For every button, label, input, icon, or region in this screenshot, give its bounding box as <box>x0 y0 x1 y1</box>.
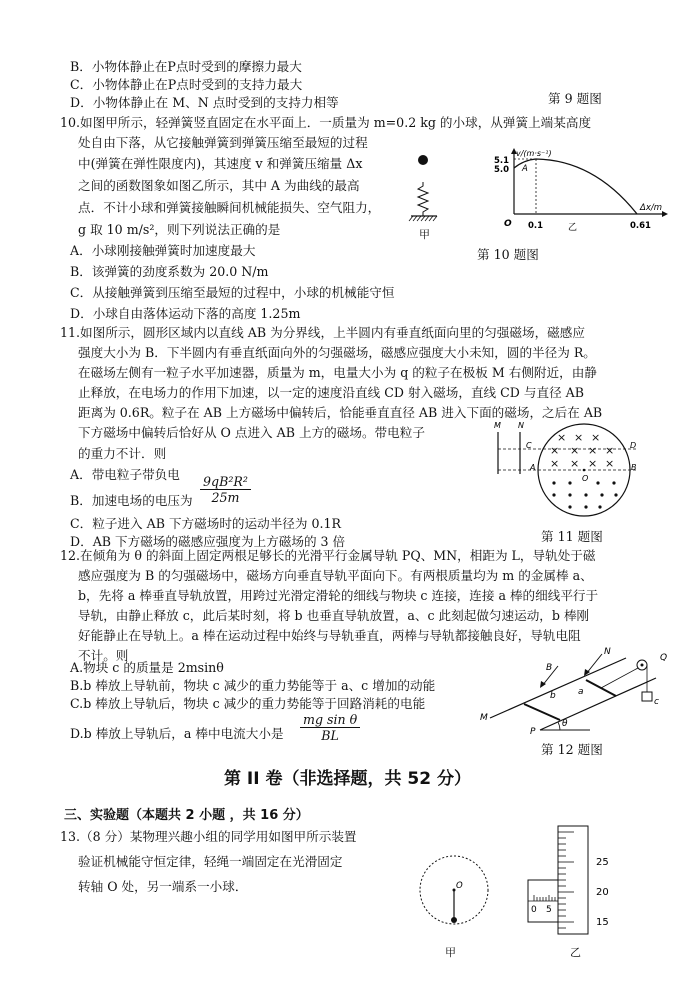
q13-micrometer-figure <box>520 820 630 940</box>
label-b-field: B <box>546 663 553 673</box>
q12-option-b: B.b 棒放上导轨前，物块 c 减少的重力势能等于 a、c 增加的动能 <box>70 678 436 693</box>
svg-text:×: × <box>550 444 560 457</box>
q11-line-1: 11.如图所示，圆形区域内以直线 AB 为分界线，上半圆内有垂直纸面向里的匀强磁场，磁感应 <box>60 325 585 340</box>
part2-title: 第 II 卷（非选择题，共 52 分） <box>224 769 471 789</box>
q9-option-b: B．小物体静止在P点时受到的摩擦力最大 <box>70 59 302 74</box>
point-d-label: D <box>630 441 637 450</box>
sleeve-label-5: 5 <box>546 905 552 915</box>
q10-line-6: g 取 10 m/s²，则下列说法正确的是 <box>78 222 281 237</box>
q10-line-4: 之间的函数图象如图乙所示，其中 A 为曲线的最高 <box>78 178 360 193</box>
q11-line-4: 止释放，在电场力的作用下加速，以一定的速度沿直线 CD 射入磁场，直线 CD 与直径 AB <box>78 385 585 400</box>
block-c <box>642 692 652 701</box>
graph-tick-0.1: 0.1 <box>528 221 544 231</box>
q12-option-d-prefix: D.b 棒放上导轨后，a 棒中电流大小是 <box>70 726 284 741</box>
thimble-ticks <box>558 832 574 928</box>
graph-tick-0.61: 0.61 <box>630 221 651 231</box>
q13-line-3: 转轴 O 处，另一端系一小球． <box>78 879 248 894</box>
plate-n-label: N <box>518 421 524 430</box>
q12-line-2: 感应强度为 B 的匀强磁场中，磁场方向垂直导轨平面向下。有两根质量均为 m 的金属棒 a、 <box>78 568 593 583</box>
fraction-denominator: 25m <box>211 490 240 505</box>
q11-line-5: 距离为 0.6R。粒子在 AB 上方磁场中偏转后，恰能垂直直径 AB 进入下面的磁场，之后在 AB <box>78 405 603 420</box>
graph-point-a: A <box>522 164 528 174</box>
q9-figure-caption: 第 9 题图 <box>548 91 602 106</box>
graph-tick-5.0: 5.0 <box>494 165 510 175</box>
plate-m-label: M <box>494 421 501 430</box>
svg-text:×: × <box>550 457 560 470</box>
svg-text:×: × <box>605 444 615 457</box>
q10-figure-caption: 第 10 题图 <box>477 247 539 262</box>
q12-line-5: 好能静止在导轨上。a 棒在运动过程中始终与导轨垂直，两棒与导轨都接触良好，导轨电阻 <box>78 628 581 643</box>
angle-theta-label: θ <box>562 719 568 729</box>
svg-text:×: × <box>591 431 601 444</box>
q10-fig-jia-label: 甲 <box>419 228 430 241</box>
thimble-label-15: 15 <box>596 917 609 928</box>
spring-icon <box>418 182 428 216</box>
fraction-numerator: 9qB²R² <box>200 474 251 490</box>
q10-line-1: 10.如图甲所示，轻弹簧竖直固定在水平面上．一质量为 m=0.2 kg 的小球，从弹簧上端某高度 <box>60 115 592 130</box>
svg-text:×: × <box>588 457 598 470</box>
q13-fig-jia-label: 甲 <box>445 946 456 959</box>
thimble-label-20: 20 <box>596 887 609 898</box>
graph-x-label: Δx/m <box>640 203 662 213</box>
graph-origin: O <box>504 219 512 229</box>
point-a-label: A <box>530 463 536 472</box>
center-o-label: O <box>582 474 589 483</box>
fraction-denominator: BL <box>321 728 339 743</box>
q11-magnetic-field-figure <box>490 418 640 524</box>
q9-option-d: D．小物体静止在 M、N 点时受到的支持力相等 <box>70 95 339 110</box>
q11-option-c: C．粒子进入 AB 下方磁场时的运动半径为 0.1R <box>70 516 342 531</box>
ball-icon <box>418 155 428 165</box>
q12-figure-caption: 第 12 题图 <box>541 742 603 757</box>
q11-line-2: 强度大小为 B．下半圆内有垂直纸面向外的匀强磁场，磁感应强度大小未知，圆的半径为 R。 <box>78 345 596 360</box>
label-rod-b: b <box>550 691 556 701</box>
q12-option-c: C.b 棒放上导轨后，物块 c 减少的重力势能等于回路消耗的电能 <box>70 696 426 711</box>
q12-line-6: 不计。则 <box>78 648 129 663</box>
velocity-curve <box>514 159 637 214</box>
svg-text:×: × <box>557 431 567 444</box>
q12-line-1: 12.在倾角为 θ 的斜面上固定两根足够长的光滑平行金属导轨 PQ、MN，相距为 L，导轨处于磁 <box>60 548 596 563</box>
q11-line-7: 的重力不计．则 <box>78 446 167 461</box>
q11-option-a: A．带电粒子带负电 <box>70 467 180 482</box>
svg-text:×: × <box>588 444 598 457</box>
q12-line-4: 导轨，由静止释放 c，此后某时刻，将 b 也垂直导轨放置，a、c 此刻起做匀速运动，b 棒刚 <box>78 608 590 623</box>
graph-fig-yi-label: 乙 <box>568 223 578 233</box>
string-a <box>601 668 638 688</box>
q12-line-3: b，先将 a 棒垂直导轨放置，用跨过光滑定滑轮的细线与物块 c 连接，连接 a 棒的细线平行于 <box>78 588 599 603</box>
q13-pendulum-figure <box>416 850 492 940</box>
q11-line-3: 在磁场左侧有一粒子水平加速器，质量为 m，电量大小为 q 的粒子在极板 M 右侧附近，由静 <box>78 365 597 380</box>
fraction-numerator: mg sin θ <box>300 712 360 728</box>
point-c-label: C <box>526 441 532 450</box>
ball-icon <box>451 917 457 923</box>
q10-option-a: A．小球刚接触弹簧时加速度最大 <box>70 243 256 258</box>
field-into-page-crosses <box>550 431 614 470</box>
q12-option-d-fraction <box>300 712 360 743</box>
rail-mn <box>490 658 626 718</box>
svg-text:×: × <box>570 444 580 457</box>
q11-option-d: D．AB 下方磁场的磁感应强度为上方磁场的 3 倍 <box>70 534 346 549</box>
label-q: Q <box>660 653 668 663</box>
q11-figure-caption: 第 11 题图 <box>541 529 603 544</box>
q10-option-d: D．小球自由落体运动下落的高度 1.25m <box>70 306 301 321</box>
q13-fig-yi-label: 乙 <box>570 946 581 959</box>
q10-line-5: 点．不计小球和弹簧接触瞬间机械能损失、空气阻力， <box>78 200 381 215</box>
label-n: N <box>604 647 611 657</box>
q10-option-b: B．该弹簧的劲度系数为 20.0 N/m <box>70 264 269 279</box>
label-m: M <box>480 713 488 723</box>
sleeve-ticks <box>534 895 555 901</box>
pivot-o-label: O <box>456 881 463 891</box>
graph-y-label: v/(m·s⁻¹) <box>516 149 552 158</box>
q11-option-b-fraction <box>200 474 251 505</box>
svg-text:×: × <box>570 457 580 470</box>
rod-b <box>524 704 560 720</box>
q9-option-c: C．小物体静止在P点时受到的支持力最大 <box>70 77 303 92</box>
q10-line-2: 处自由下落，从它接触弹簧到弹簧压缩至最短的过程 <box>78 135 368 150</box>
label-p: P <box>530 727 536 736</box>
svg-text:×: × <box>574 431 584 444</box>
q13-line-1: 13.（8 分）某物理兴趣小组的同学用如图甲所示装置 <box>60 829 357 844</box>
q13-line-2: 验证机械能守恒定律，轻绳一端固定在光滑固定 <box>78 854 343 869</box>
label-rod-a: a <box>578 687 584 697</box>
graph-tick-5.1: 5.1 <box>494 156 510 166</box>
q10-line-3: 中(弹簧在弹性限度内)，其速度 v 和弹簧压缩量 Δx <box>78 156 363 171</box>
q12-incline-rails-figure <box>478 644 678 736</box>
field-out-of-page-dots <box>552 481 617 508</box>
q10-velocity-graph <box>494 146 674 234</box>
label-block-c: c <box>654 697 659 707</box>
sleeve-label-0: 0 <box>531 905 537 915</box>
q11-option-b-prefix: B．加速电场的电压为 <box>70 493 193 508</box>
section-3-heading: 三、实验题（本题共 2 小题 ，共 16 分） <box>64 808 309 823</box>
q11-line-6: 下方磁场中偏转后恰好从 O 点进入 AB 上方的磁场。带电粒子 <box>78 425 425 440</box>
q10-option-c: C．从接触弹簧到压缩至最短的过程中，小球的机械能守恒 <box>70 285 395 300</box>
point-b-label: B <box>631 463 637 472</box>
svg-text:×: × <box>605 457 615 470</box>
q12-option-a: A.物块 c 的质量是 2msinθ <box>70 660 224 675</box>
thimble-label-25: 25 <box>596 857 609 868</box>
